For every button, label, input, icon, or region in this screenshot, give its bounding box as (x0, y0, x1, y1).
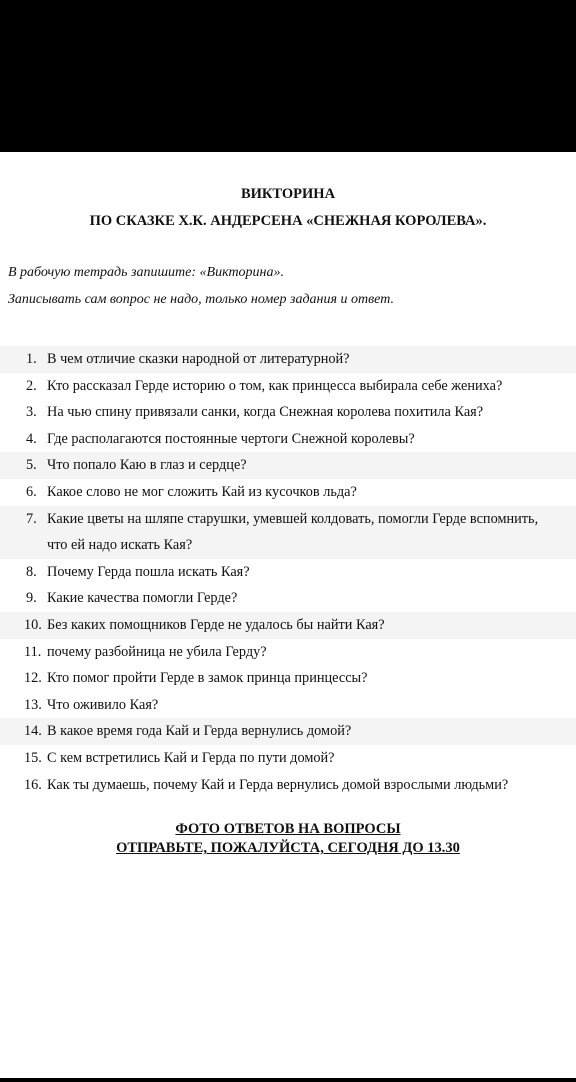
question-item (0, 373, 576, 400)
question-number: 16. (24, 776, 42, 793)
question-text: В чем отличие сказки народной от литературной? (47, 351, 350, 367)
question-text: Кто рассказал Герде историю о том, как принцесса выбирала себе жениха? (47, 377, 503, 394)
question-item (0, 718, 576, 745)
question-item (0, 426, 576, 453)
instruction-line-1: В рабочую тетрадь запишите: «Викторина». (8, 265, 285, 280)
question-number: 9. (26, 590, 37, 607)
question-text-continued: что ей надо искать Кая? (47, 537, 193, 554)
question-number: 11. (24, 643, 42, 660)
question-text: Кто помог пройти Герде в замок принца принцессы? (47, 670, 368, 687)
question-number: 5. (26, 457, 37, 474)
question-item (0, 346, 576, 373)
question-list (0, 346, 576, 798)
question-number: 14. (24, 723, 42, 740)
question-item (0, 612, 576, 639)
quiz-title: ВИКТОРИНА (240, 186, 336, 202)
quiz-subtitle: ПО СКАЗКЕ Х.К. АНДЕРСЕНА «СНЕЖНАЯ КОРОЛЕВА». (89, 213, 487, 229)
question-text: Почему Герда пошла искать Кая? (47, 563, 250, 580)
question-number: 13. (24, 696, 42, 713)
footer-line-1: ФОТО ОТВЕТОВ НА ВОПРОСЫ (175, 821, 401, 837)
question-item (0, 745, 576, 772)
question-number: 15. (24, 749, 42, 766)
question-text: Какое слово не мог сложить Кай из кусочков льда? (47, 483, 357, 500)
question-text: Какие цветы на шляпе старушки, умевшей колдовать, помогли Герде вспомнить, (47, 510, 539, 527)
question-text: Что попало Каю в глаз и сердце? (47, 457, 247, 474)
top-black-bar (0, 0, 576, 152)
question-item (0, 665, 576, 692)
question-number: 6. (26, 483, 37, 500)
question-item (0, 452, 576, 479)
question-text: Как ты думаешь, почему Кай и Герда вернулись домой взрослыми людьми? (47, 776, 509, 793)
question-text: Какие качества помогли Герде? (47, 590, 238, 607)
bottom-black-bar (0, 1078, 576, 1082)
question-text: С кем встретились Кай и Герда по пути домой? (47, 749, 335, 766)
question-item (0, 585, 576, 612)
question-text: Где располагаются постоянные чертоги Снежной королевы? (47, 430, 415, 447)
question-number: 4. (26, 430, 37, 447)
footer-line-2: ОТПРАВЬТЕ, ПОЖАЛУЙСТА, СЕГОДНЯ ДО 13.30 (116, 840, 460, 856)
question-number: 1. (26, 351, 37, 367)
question-item (0, 399, 576, 426)
question-number: 7. (26, 510, 37, 527)
question-text: почему разбойница не убила Герду? (47, 643, 267, 660)
question-item (0, 559, 576, 586)
question-item (0, 692, 576, 719)
question-item (0, 479, 576, 506)
question-item (0, 506, 576, 559)
instruction-line-2: Записывать сам вопрос не надо, только номер задания и ответ. (8, 292, 394, 307)
question-text: В какое время года Кай и Герда вернулись домой? (47, 723, 352, 740)
question-item (0, 772, 576, 799)
question-number: 3. (26, 404, 37, 421)
question-number: 10. (24, 616, 42, 633)
question-text: На чью спину привязали санки, когда Снежная королева похитила Кая? (47, 404, 484, 421)
question-number: 2. (26, 377, 37, 394)
question-number: 8. (26, 563, 37, 580)
question-item (0, 639, 576, 666)
question-number: 12. (24, 670, 42, 687)
question-text: Что оживило Кая? (47, 696, 159, 713)
question-text: Без каких помощников Герде не удалось бы найти Кая? (47, 616, 385, 633)
